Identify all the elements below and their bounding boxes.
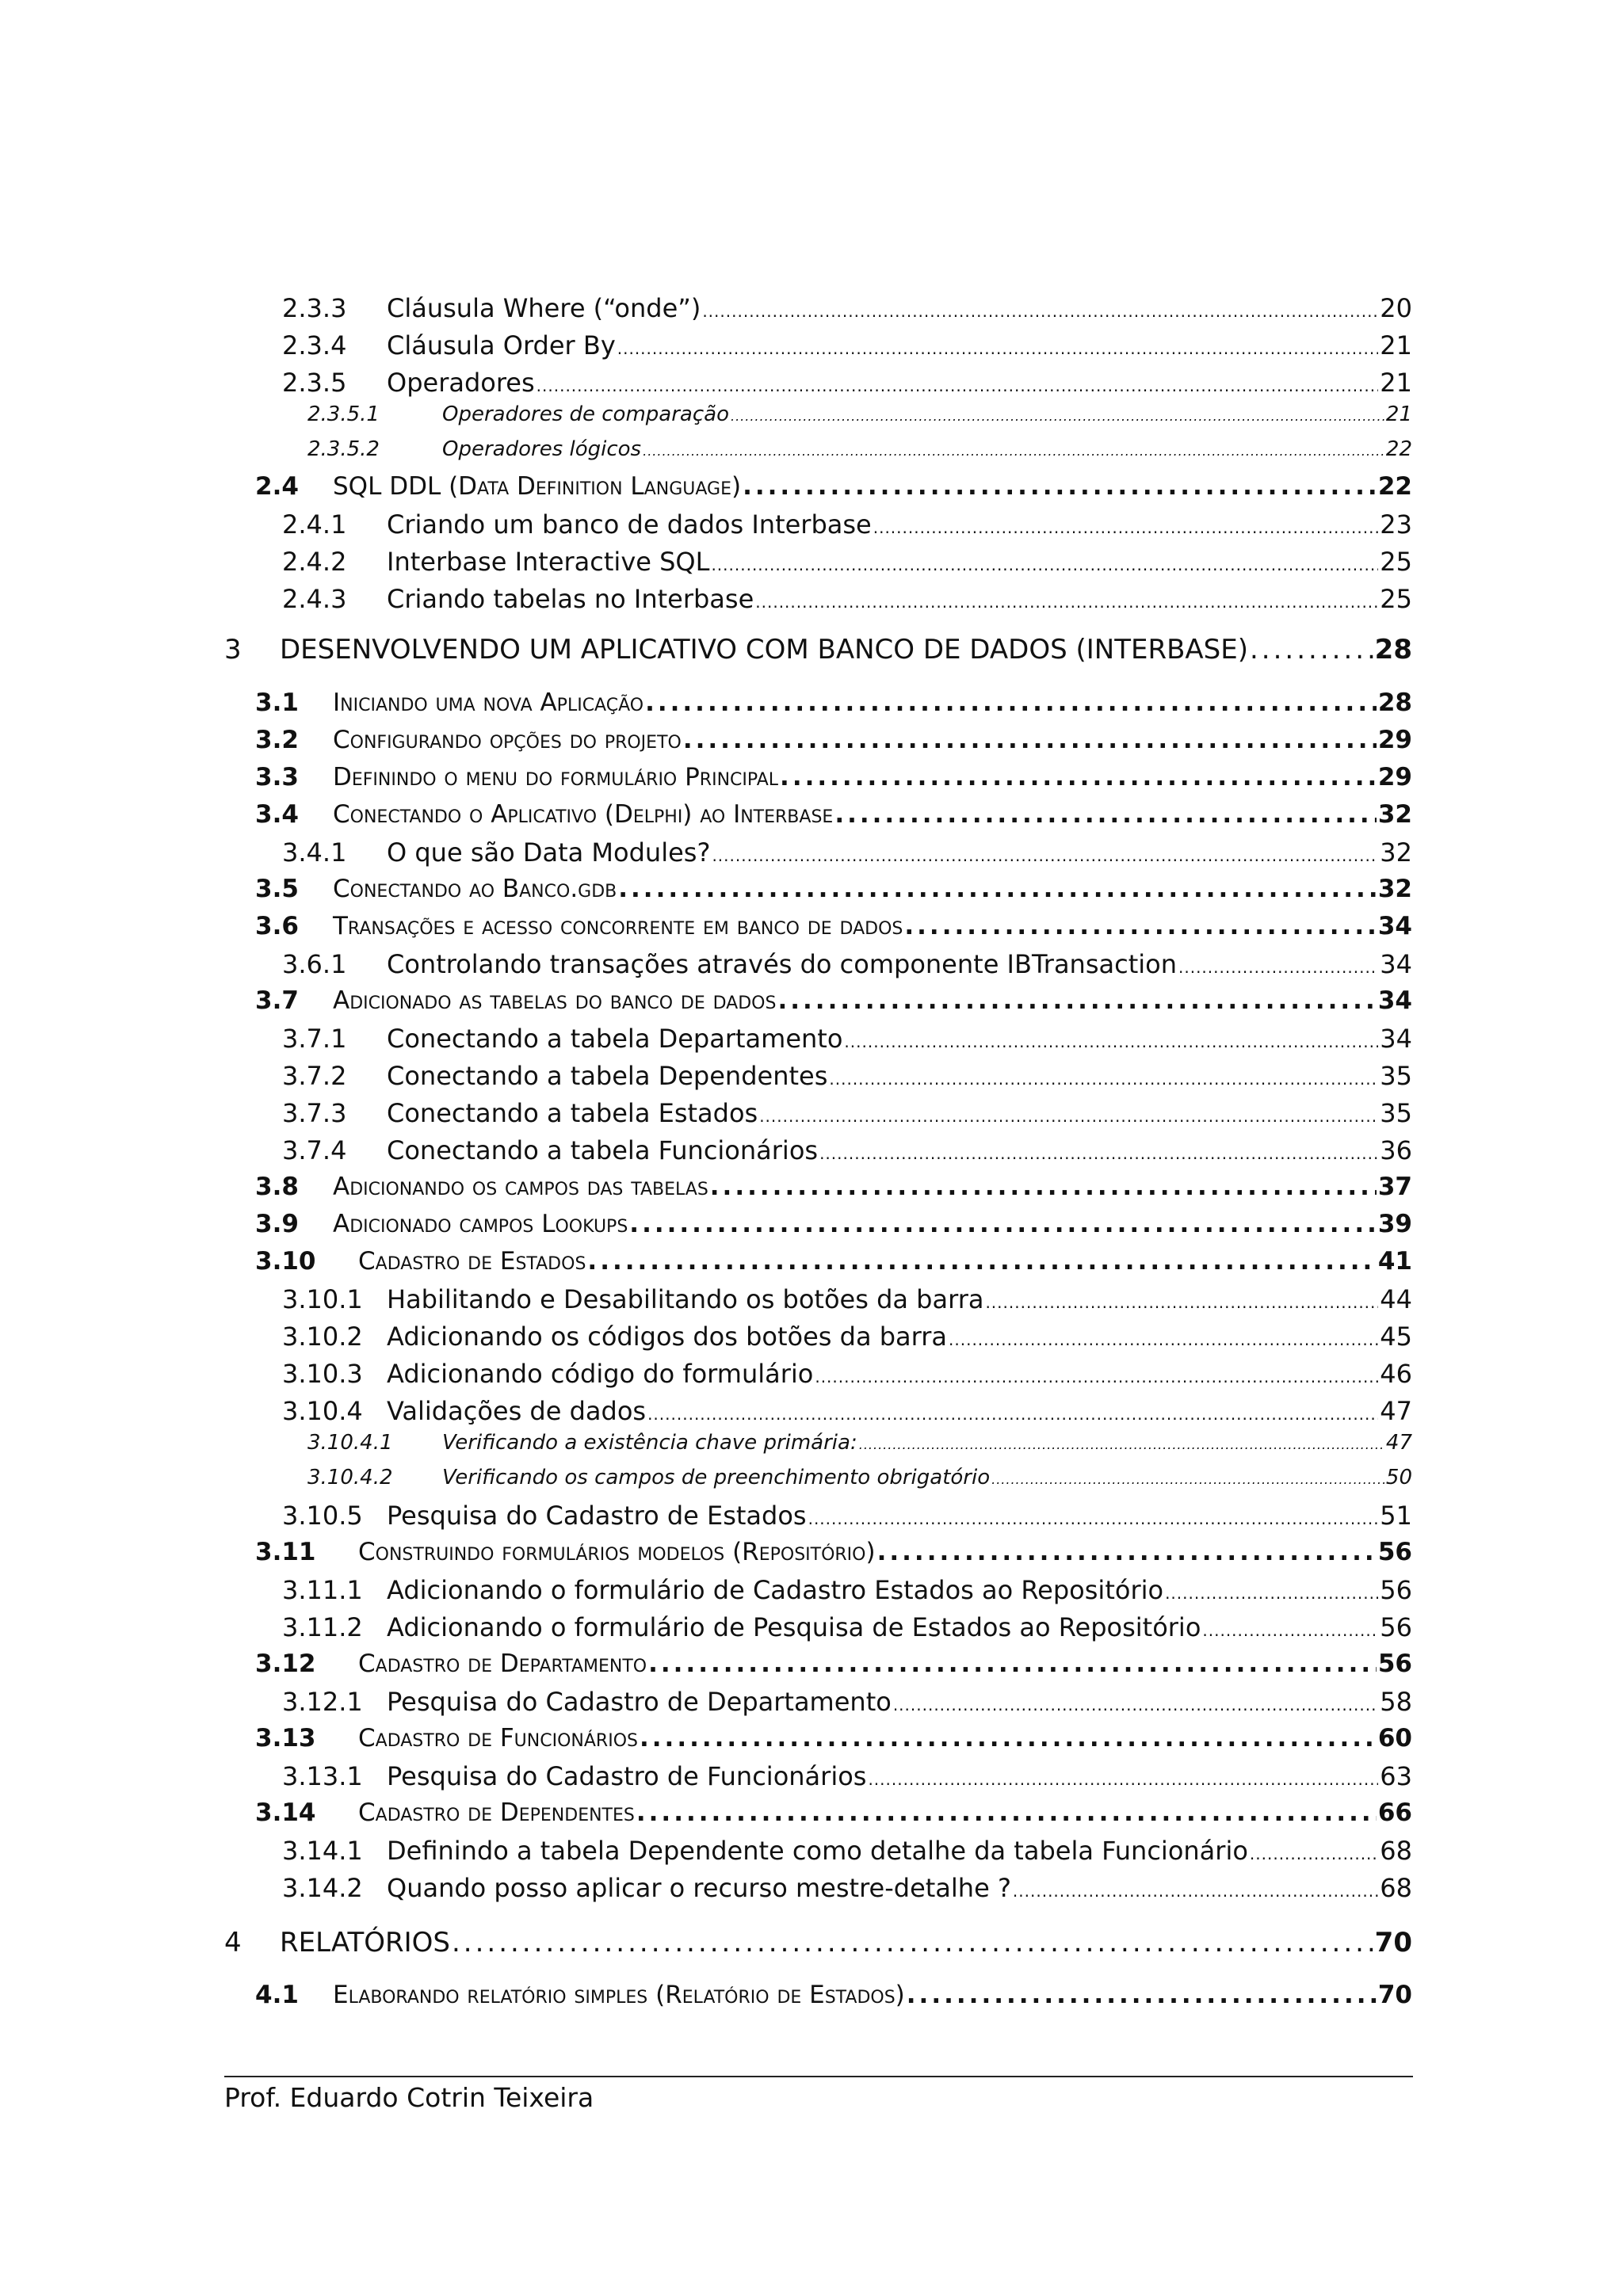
toc-dot-leader: [844, 1032, 1378, 1051]
toc-entry[interactable]: [255, 1798, 1412, 1827]
toc-entry-title: Configurando opções do projeto: [333, 726, 682, 754]
toc-entry-page: 46: [1380, 1359, 1412, 1389]
toc-dot-leader: [815, 1367, 1378, 1386]
toc-entry-number: 3.8: [255, 1173, 299, 1201]
toc-dot-leader: [777, 986, 1376, 1015]
toc-entry[interactable]: [255, 1247, 1412, 1276]
toc-entry-page: 39: [1377, 1210, 1412, 1238]
toc-entry-number: 2.4.1: [282, 509, 347, 540]
toc-entry[interactable]: [282, 1024, 1412, 1054]
toc-entry-title: Definindo a tabela Dependente como detalhe da tabela Funcionário: [387, 1836, 1248, 1866]
toc-entry-title: Controlando transações através do componente IBTransaction: [387, 949, 1177, 979]
toc-entry-page: 35: [1380, 1098, 1412, 1128]
toc-entry-page: 22: [1385, 437, 1412, 461]
toc-entry-title: Cadastro de Dependentes: [358, 1798, 635, 1827]
toc-entry[interactable]: [282, 1322, 1412, 1352]
toc-entry[interactable]: [282, 1359, 1412, 1389]
toc-entry-number: 2.3.5.1: [307, 402, 380, 426]
toc-entry[interactable]: [255, 1173, 1412, 1201]
toc-entry[interactable]: [282, 368, 1412, 398]
toc-entry-number: 3.10: [255, 1247, 316, 1276]
toc-dot-leader: [877, 1538, 1377, 1566]
toc-entry-page: 35: [1380, 1061, 1412, 1091]
toc-entry-page: 22: [1377, 472, 1412, 501]
toc-entry-number: 3.4.1: [282, 837, 347, 868]
toc-entry[interactable]: [282, 584, 1412, 614]
toc-entry[interactable]: [282, 330, 1412, 360]
toc-dot-leader: [587, 1247, 1376, 1276]
toc-entry-title: SQL DDL (Data Definition Language): [333, 472, 742, 501]
toc-entry-title: Adicionando código do formulário: [387, 1359, 814, 1389]
toc-entry-number: 2.4.3: [282, 584, 347, 614]
toc-entry-number: 3.7.4: [282, 1135, 347, 1165]
toc-entry[interactable]: [255, 1650, 1412, 1678]
toc-entry[interactable]: [255, 912, 1412, 940]
toc-dot-leader: [1165, 1584, 1378, 1603]
toc-entry-title: Criando um banco de dados Interbase: [387, 509, 872, 540]
toc-dot-leader: [873, 518, 1379, 537]
toc-entry-number: 3.4: [255, 800, 299, 829]
toc-entry-number: 3.3: [255, 763, 299, 791]
toc-entry-page: 68: [1380, 1873, 1412, 1903]
toc-entry-number: 2.3.4: [282, 330, 347, 360]
toc-entry-number: 3.10.4.1: [307, 1431, 393, 1455]
toc-entry-title: Conectando o Aplicativo (Delphi) ao Interbase: [333, 800, 834, 829]
toc-entry-title: Verificando a existência chave primária:: [442, 1431, 857, 1455]
toc-entry-title: Adicionando os códigos dos botões da barra: [387, 1322, 948, 1352]
toc-dot-leader: [834, 800, 1377, 829]
toc-entry-title: Pesquisa do Cadastro de Departamento: [387, 1687, 892, 1717]
toc-entry[interactable]: [282, 1284, 1412, 1314]
toc-entry-number: 2.3.5: [282, 368, 347, 398]
toc-entry-title: Validações de dados: [387, 1396, 647, 1426]
toc-dot-leader: [1250, 1844, 1378, 1863]
toc-entry-title: Definindo o menu do formulário Principal: [333, 763, 779, 791]
toc-dot-leader: [868, 1770, 1378, 1789]
toc-entry-title: Conectando ao Banco.gdb: [333, 875, 617, 903]
toc-entry-number: 3.7: [255, 986, 299, 1015]
toc-entry[interactable]: [255, 688, 1412, 717]
toc-dot-leader: [780, 763, 1377, 791]
toc-entry-title: Cláusula Where (“onde”): [387, 293, 701, 323]
toc-entry-number: 3.2: [255, 726, 299, 754]
toc-dot-leader: [893, 1695, 1378, 1714]
toc-entry-page: 56: [1377, 1538, 1412, 1566]
toc-dot-leader: [640, 1724, 1377, 1753]
toc-entry-title: Conectando a tabela Departamento: [387, 1024, 843, 1054]
toc-entry-title: Habilitando e Desabilitando os botões da barra: [387, 1284, 984, 1314]
toc-entry-number: 3.10.1: [282, 1284, 363, 1314]
toc-entry-page: 21: [1380, 330, 1412, 360]
toc-dot-leader: [755, 593, 1378, 612]
toc-entry[interactable]: [255, 800, 1412, 829]
toc-entry-page: 34: [1377, 986, 1412, 1015]
toc-entry[interactable]: [255, 726, 1412, 754]
toc-entry-page: 25: [1380, 584, 1412, 614]
toc-entry[interactable]: [255, 986, 1412, 1015]
toc-entry-number: 3.10.5: [282, 1501, 363, 1531]
toc-entry-page: 20: [1380, 293, 1412, 323]
toc-entry[interactable]: [307, 1431, 1412, 1455]
toc-entry[interactable]: [255, 763, 1412, 791]
toc-entry-title: Pesquisa do Cadastro de Estados: [387, 1501, 807, 1531]
toc-entry-title: Cadastro de Departamento: [358, 1650, 647, 1678]
toc-entry-number: 2.4: [255, 472, 299, 501]
toc-dot-leader: [712, 846, 1378, 865]
toc-entry-page: 70: [1374, 1927, 1412, 1958]
toc-dot-leader: [949, 1330, 1378, 1349]
toc-entry[interactable]: [255, 875, 1412, 903]
toc-entry-number: 3.14.1: [282, 1836, 363, 1866]
toc-entry-title: Elaborando relatório simples (Relatório de Estados): [333, 1981, 905, 2009]
toc-entry-number: 3.6: [255, 912, 299, 940]
toc-entry-number: 3.10.2: [282, 1322, 363, 1352]
toc-entry-number: 3.7.3: [282, 1098, 347, 1128]
toc-entry[interactable]: [282, 1396, 1412, 1426]
toc-dot-leader: [985, 1293, 1378, 1312]
toc-dot-leader: [648, 1650, 1377, 1678]
toc-dot-leader: [1013, 1882, 1378, 1901]
toc-entry-page: 32: [1380, 837, 1412, 868]
toc-entry[interactable]: [282, 837, 1412, 868]
toc-dot-leader: [711, 555, 1378, 574]
toc-entry-number: 3.10.4.2: [307, 1466, 393, 1489]
toc-entry-number: 3.13: [255, 1724, 316, 1753]
toc-entry-page: 34: [1380, 1024, 1412, 1054]
toc-entry-title: Adicionando os campos das tabelas: [333, 1173, 708, 1201]
toc-entry-page: 66: [1377, 1798, 1412, 1827]
toc-entry-page: 32: [1377, 875, 1412, 903]
toc-dot-leader: [647, 1405, 1378, 1424]
toc-entry-title: Conectando a tabela Funcionários: [387, 1135, 819, 1165]
toc-entry-title: DESENVOLVENDO UM APLICATIVO COM BANCO DE DADOS (INTERBASE): [280, 634, 1248, 666]
toc-entry-title: Adicionando o formulário de Cadastro Estados ao Repositório: [387, 1575, 1164, 1605]
toc-entry-title: Conectando a tabela Estados: [387, 1098, 758, 1128]
toc-entry-number: 4.1: [255, 1981, 299, 2009]
toc-entry-number: 3.1: [255, 688, 299, 717]
toc-entry-page: 60: [1377, 1724, 1412, 1753]
toc-entry-page: 21: [1380, 368, 1412, 398]
toc-entry[interactable]: [282, 1612, 1412, 1642]
toc-entry-number: 3.7.1: [282, 1024, 347, 1054]
toc-dot-leader: [743, 472, 1377, 501]
toc-entry-number: 3.13.1: [282, 1761, 363, 1791]
toc-entry-page: 25: [1380, 547, 1412, 577]
toc-entry[interactable]: [255, 1210, 1412, 1238]
toc-dot-leader: [731, 409, 1384, 424]
toc-dot-leader: [859, 1437, 1384, 1452]
toc-entry[interactable]: [282, 509, 1412, 540]
toc-entry-title: Cadastro de Funcionários: [358, 1724, 638, 1753]
toc-entry-title: Operadores de comparação: [442, 402, 729, 426]
toc-entry[interactable]: [282, 1687, 1412, 1717]
toc-entry[interactable]: [307, 1466, 1412, 1489]
toc-dot-leader: [904, 912, 1376, 940]
toc-dot-leader: [819, 1144, 1378, 1163]
toc-entry[interactable]: [282, 547, 1412, 577]
toc-entry-number: 3.12.1: [282, 1687, 363, 1717]
toc-entry-page: 36: [1380, 1135, 1412, 1165]
toc-dot-leader: [808, 1509, 1379, 1528]
toc-entry-page: 47: [1385, 1431, 1412, 1455]
toc-entry-number: 3.10.4: [282, 1396, 363, 1426]
toc-entry-number: 3.10.3: [282, 1359, 363, 1389]
toc-entry-page: 70: [1377, 1981, 1412, 2009]
toc-entry[interactable]: [255, 1724, 1412, 1753]
toc-entry-title: Adicionado campos Lookups: [333, 1210, 628, 1238]
toc-entry-title: Transações e acesso concorrente em banco de dados: [333, 912, 903, 940]
toc-entry-page: 28: [1374, 634, 1412, 666]
toc-dot-leader: [683, 726, 1377, 754]
toc-entry-page: 56: [1377, 1650, 1412, 1678]
toc-entry-number: 2.3.5.2: [307, 437, 380, 461]
toc-entry-page: 58: [1380, 1687, 1412, 1717]
toc-dot-leader: [537, 376, 1379, 395]
toc-entry-page: 68: [1380, 1836, 1412, 1866]
toc-dot-leader: [702, 302, 1378, 321]
footer-author: Prof. Eduardo Cotrin Teixeira: [224, 2082, 594, 2113]
toc-entry[interactable]: [282, 1873, 1412, 1903]
toc-entry[interactable]: [255, 1538, 1412, 1566]
toc-entry-number: 4: [224, 1927, 242, 1958]
toc-dot-leader: [759, 1107, 1378, 1126]
toc-entry-number: 3.11.2: [282, 1612, 363, 1642]
toc-entry-title: Conectando a tabela Dependentes: [387, 1061, 828, 1091]
toc-entry-number: 3.9: [255, 1210, 299, 1238]
toc-entry[interactable]: [282, 1098, 1412, 1128]
toc-entry-page: 56: [1380, 1612, 1412, 1642]
toc-entry-title: Criando tabelas no Interbase: [387, 584, 754, 614]
toc-entry-title: Adicionado as tabelas do banco de dados: [333, 986, 777, 1015]
toc-entry-number: 3.5: [255, 875, 299, 903]
toc-dot-leader: [829, 1070, 1378, 1089]
toc-entry-title: Operadores: [387, 368, 535, 398]
toc-entry-title: Adicionando o formulário de Pesquisa de Estados ao Repositório: [387, 1612, 1201, 1642]
toc-entry[interactable]: [307, 402, 1412, 426]
toc-entry-title: Operadores lógicos: [442, 437, 642, 461]
toc-entry-number: 3.11.1: [282, 1575, 363, 1605]
toc-entry-page: 29: [1377, 763, 1412, 791]
toc-entry[interactable]: [282, 1135, 1412, 1165]
toc-dot-leader: [643, 444, 1384, 459]
toc-entry-number: 3.14.2: [282, 1873, 363, 1903]
toc-entry-number: 3.14: [255, 1798, 316, 1827]
toc-entry-title: Interbase Interactive SQL: [387, 547, 710, 577]
toc-entry-number: 2.3.3: [282, 293, 347, 323]
toc-entry-title: Quando posso aplicar o recurso mestre-detalhe ?: [387, 1873, 1011, 1903]
toc-entry-number: 3.12: [255, 1650, 316, 1678]
toc-dot-leader: [1202, 1621, 1378, 1640]
toc-entry-page: 32: [1377, 800, 1412, 829]
toc-entry[interactable]: [282, 293, 1412, 323]
toc-entry-title: Pesquisa do Cadastro de Funcionários: [387, 1761, 867, 1791]
toc-entry[interactable]: [255, 1981, 1412, 2009]
footer-divider: [224, 2076, 1413, 2077]
toc-dot-leader: [645, 688, 1377, 717]
toc-entry-page: 63: [1380, 1761, 1412, 1791]
toc-entry-title: Construindo formulários modelos (Repositório): [358, 1538, 876, 1566]
toc-entry-number: 3: [224, 634, 242, 666]
toc-dot-leader: [710, 1173, 1377, 1201]
toc-dot-leader: [1178, 958, 1378, 977]
toc-entry-page: 44: [1380, 1284, 1412, 1314]
toc-entry-page: 34: [1377, 912, 1412, 940]
toc-dot-leader: [629, 1210, 1377, 1238]
toc-entry-page: 37: [1377, 1173, 1412, 1201]
toc-dot-leader: [452, 1927, 1373, 1958]
toc-entry[interactable]: [282, 1575, 1412, 1605]
toc-entry-number: 3.6.1: [282, 949, 347, 979]
toc-dot-leader: [618, 875, 1377, 903]
toc-entry-page: 29: [1377, 726, 1412, 754]
toc-entry-page: 51: [1380, 1501, 1412, 1531]
toc-entry-number: 2.4.2: [282, 547, 347, 577]
toc-entry-page: 34: [1380, 949, 1412, 979]
toc-entry-page: 41: [1377, 1247, 1412, 1276]
toc-dot-leader: [636, 1798, 1377, 1827]
toc-entry-title: Iniciando uma nova Aplicação: [333, 688, 644, 717]
toc-entry-page: 50: [1385, 1466, 1412, 1489]
toc-entry[interactable]: [307, 437, 1412, 461]
toc-dot-leader: [617, 339, 1379, 358]
toc-entry-title: RELATÓRIOS: [280, 1927, 450, 1958]
toc-entry[interactable]: [282, 1501, 1412, 1531]
toc-entry-title: Cláusula Order By: [387, 330, 616, 360]
toc-dot-leader: [907, 1981, 1377, 2009]
toc-entry[interactable]: [224, 634, 1412, 666]
toc-entry-page: 47: [1380, 1396, 1412, 1426]
toc-entry-number: 3.7.2: [282, 1061, 347, 1091]
toc-entry-title: Verificando os campos de preenchimento obrigatório: [442, 1466, 991, 1489]
toc-entry-page: 21: [1385, 402, 1412, 426]
toc-entry[interactable]: [282, 1061, 1412, 1091]
toc-entry-page: 45: [1380, 1322, 1412, 1352]
toc-entry[interactable]: [224, 1927, 1412, 1958]
toc-entry[interactable]: [255, 472, 1412, 501]
toc-entry[interactable]: [282, 949, 1412, 979]
toc-entry-page: 28: [1377, 688, 1412, 717]
toc-entry-title: Cadastro de Estados: [358, 1247, 586, 1276]
toc-dot-leader: [991, 1472, 1384, 1487]
toc-entry[interactable]: [282, 1836, 1412, 1866]
toc-entry-page: 56: [1380, 1575, 1412, 1605]
toc-entry-title: O que são Data Modules?: [387, 837, 711, 868]
toc-entry[interactable]: [282, 1761, 1412, 1791]
toc-entry-number: 3.11: [255, 1538, 316, 1566]
toc-entry-page: 23: [1380, 509, 1412, 540]
toc-dot-leader: [1250, 634, 1373, 666]
